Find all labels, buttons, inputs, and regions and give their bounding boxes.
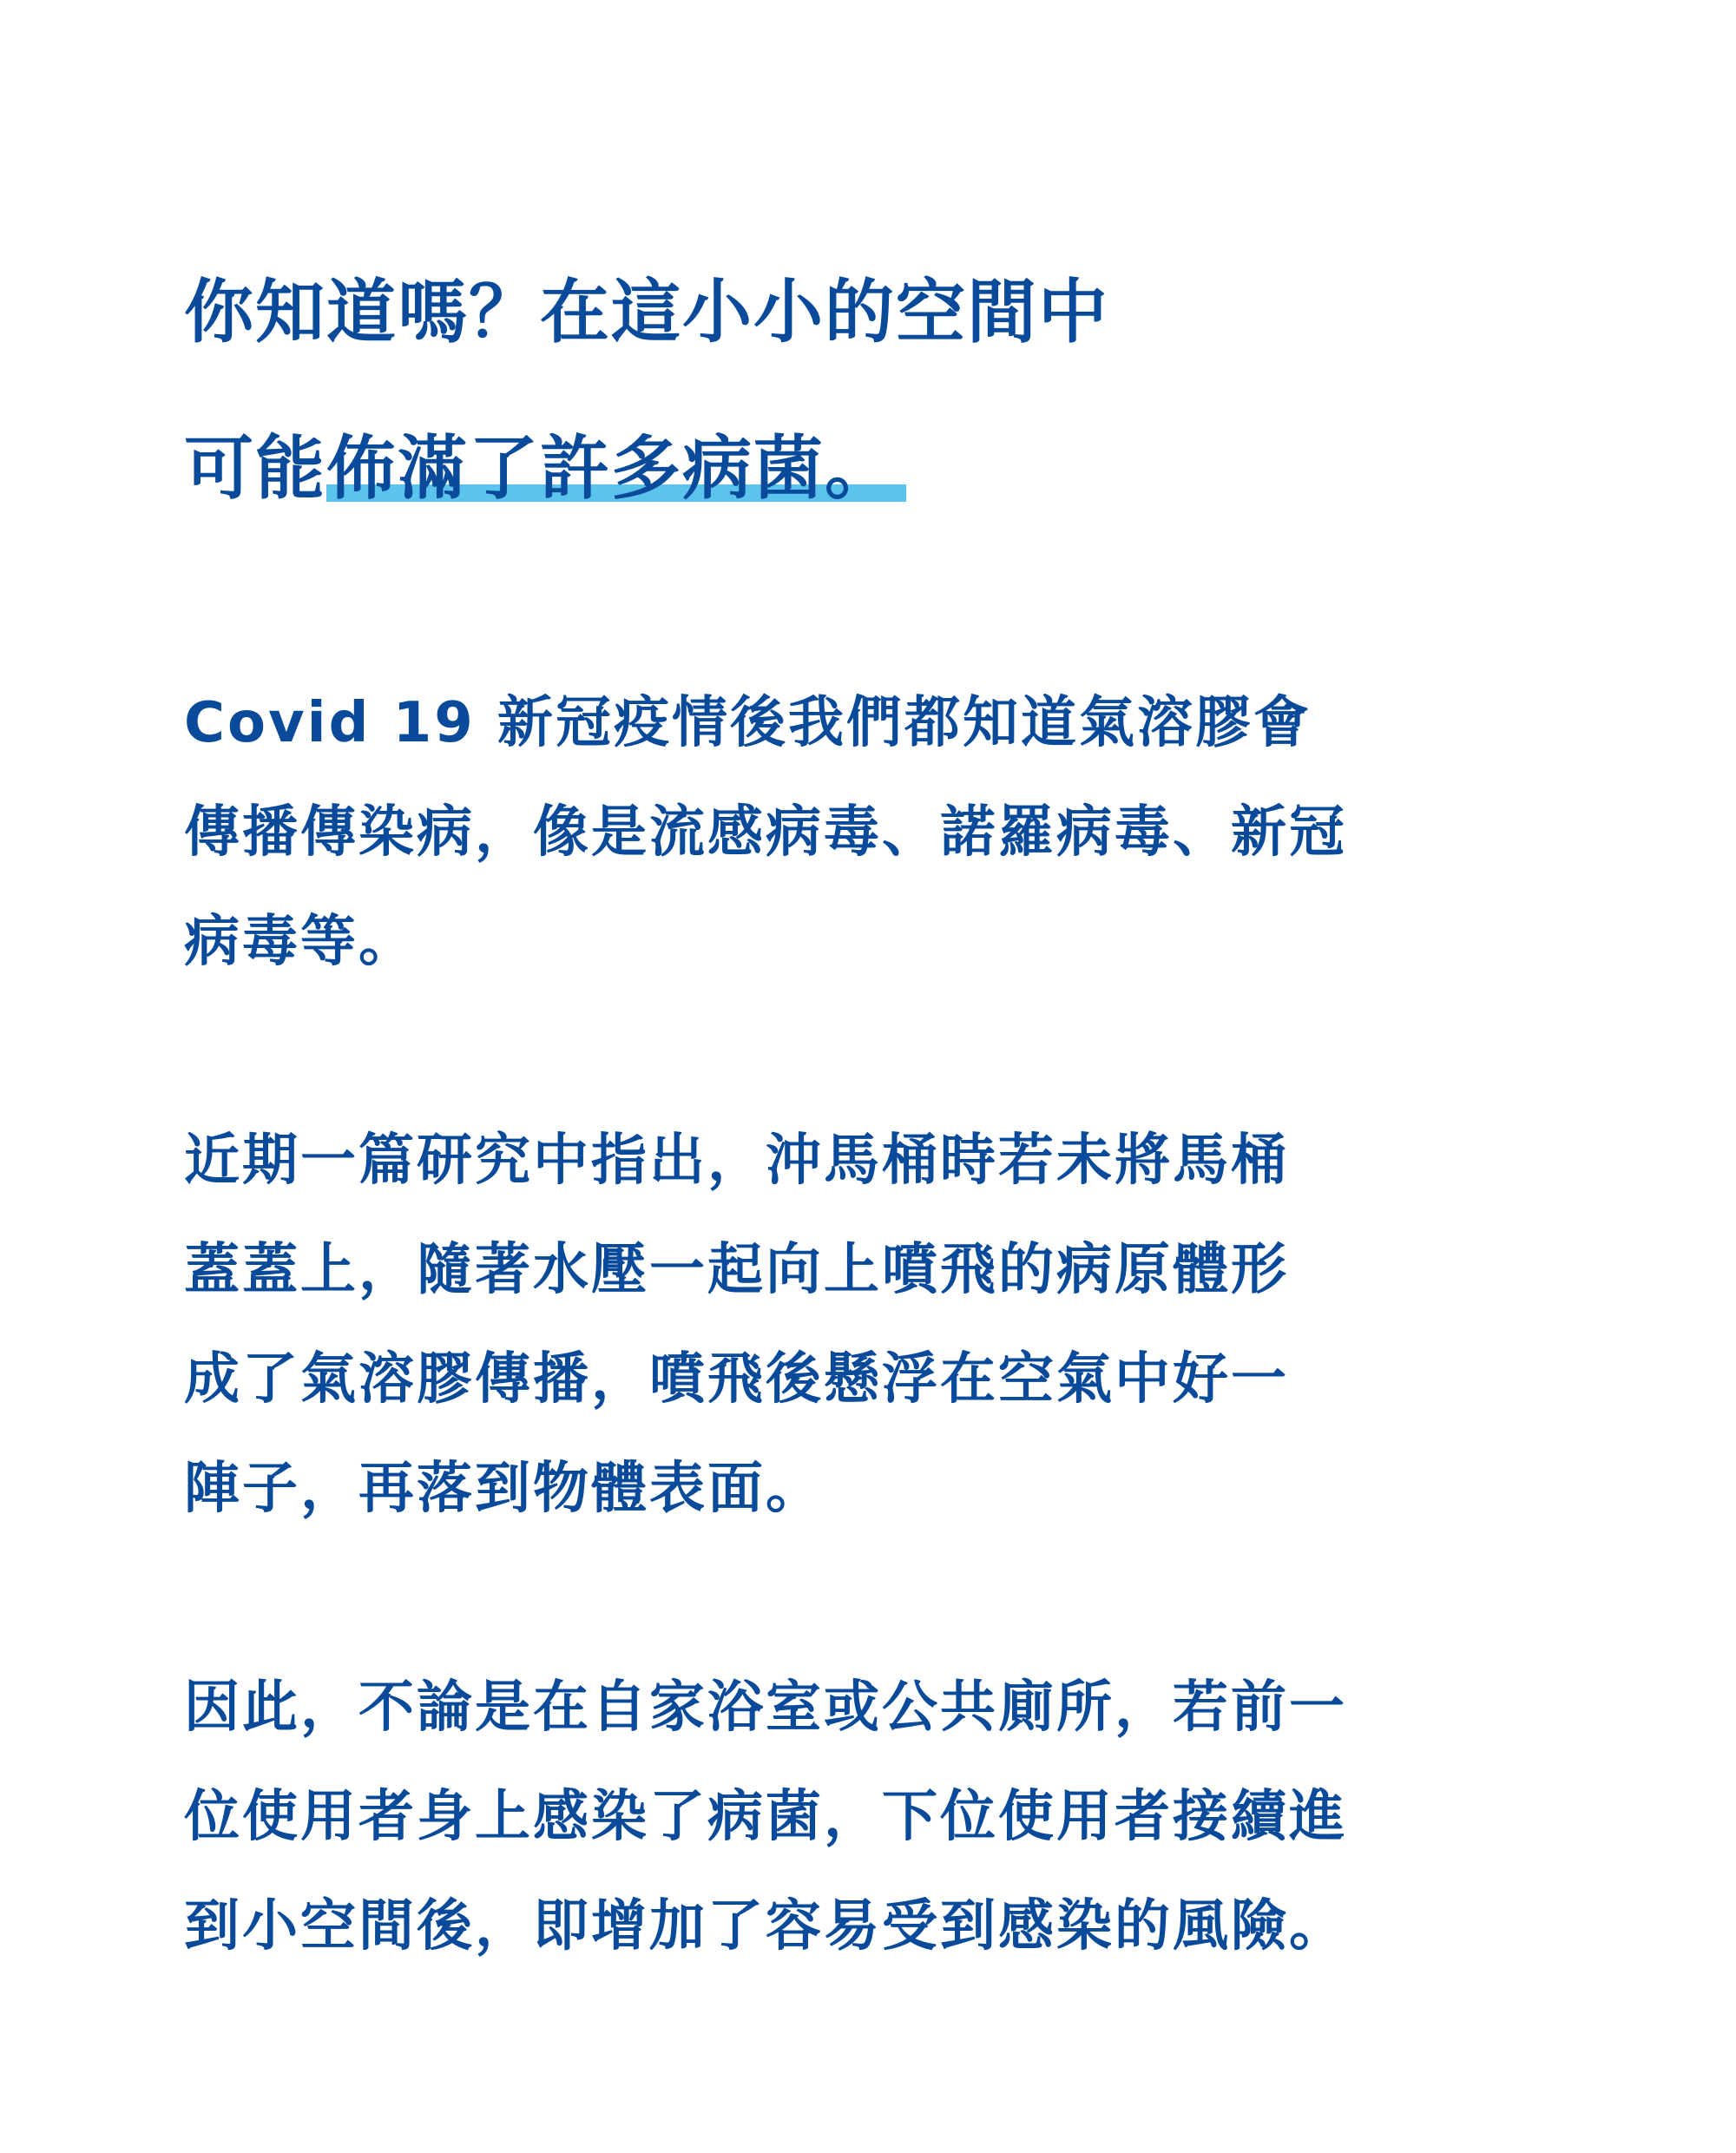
article <box>184 234 1608 1981</box>
headline-line-1: 你知道嗎？在這小小的空間中 <box>184 272 1109 352</box>
paragraph-line: 傳播傳染病，像是流感病毒、諾羅病毒、新冠 <box>184 800 1347 865</box>
headline <box>184 234 1608 547</box>
paragraph-line: 因此，不論是在自家浴室或公共廁所，若前一 <box>184 1676 1347 1740</box>
paragraph-infection-risk <box>184 1653 1608 1981</box>
headline-line-2 <box>184 391 1608 547</box>
paragraph-line: 位使用者身上感染了病菌，下位使用者接續進 <box>184 1785 1347 1849</box>
paragraph-toilet-flush-study <box>184 1106 1608 1544</box>
paragraph-line: 病毒等。 <box>184 910 417 974</box>
headline-highlight: 佈滿了許多病菌。 <box>326 428 896 509</box>
paragraph-line: 到小空間後，即增加了容易受到感染的風險。 <box>184 1894 1347 1959</box>
paragraph-line: 蓋蓋上，隨著水壓一起向上噴飛的病原體形 <box>184 1238 1289 1302</box>
paragraph-line: 近期一篇研究中指出，沖馬桶時若未將馬桶 <box>184 1129 1289 1193</box>
paragraph-line: 成了氣溶膠傳播，噴飛後懸浮在空氣中好一 <box>184 1347 1289 1412</box>
paragraph-line: Covid 19 新冠疫情後我們都知道氣溶膠會 <box>184 691 1312 755</box>
paragraph-line: 陣子，再落到物體表面。 <box>184 1457 824 1521</box>
headline-prefix: 可能 <box>184 428 326 509</box>
paragraph-covid-aerosol <box>184 668 1608 997</box>
